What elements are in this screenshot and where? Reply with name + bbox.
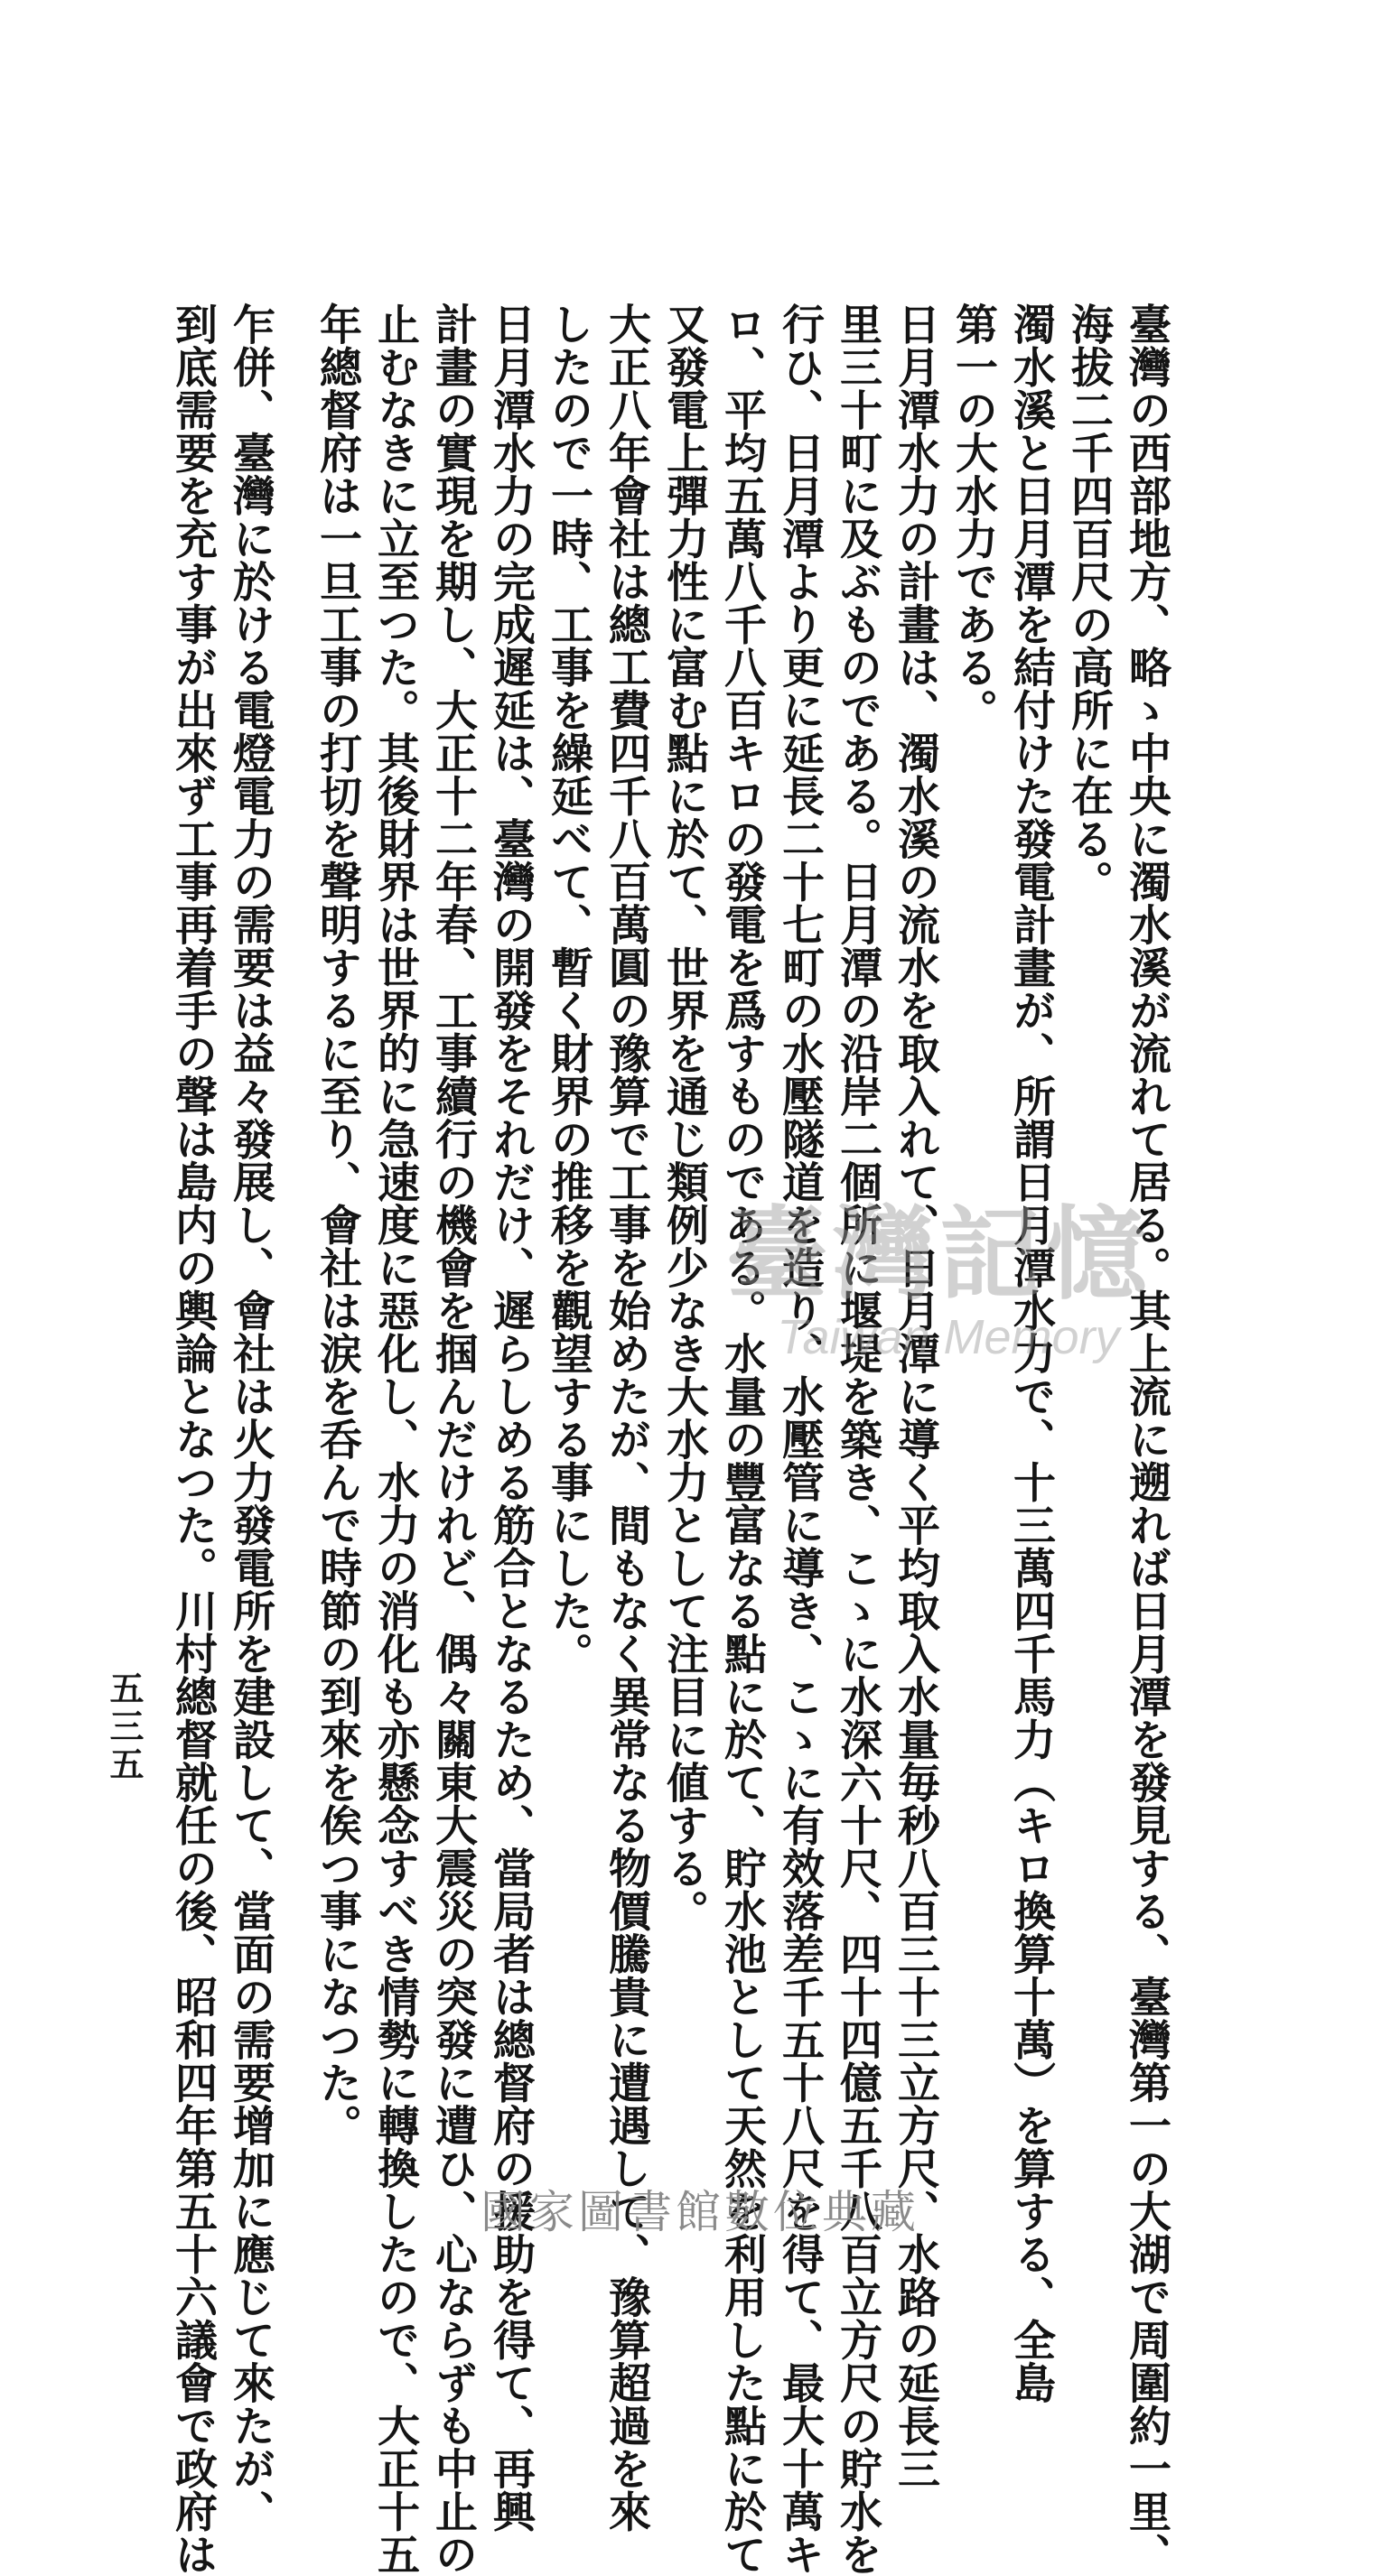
watermark-sub-text: Taiwan Memory bbox=[777, 1310, 1120, 1364]
text-column-1: 臺灣の西部地方、略ゝ中央に濁水溪が流れて居る。其上流に遡れば日月潭を發見する、臺灣第一の大湖で周圍約一里、 bbox=[1122, 302, 1171, 2576]
text-column-14: 止むなきに立至つた。其後財界は世界的に急速度に惡化し、水力の消化も亦懸念すべき情勢に轉換したので、大正十五 bbox=[370, 302, 420, 2576]
text-column-10: 大正八年會社は總工費四千八百萬圓の豫算で工事を始めたが、間もなく異常なる物價騰貴に遭遇して、豫算超過を來 bbox=[602, 302, 651, 2533]
text-column-6: 里三十町に及ぶものである。日月潭の沿岸二個所に堰堤を築き、こゝに水深六十尺、四十四億五千八百立方尺の貯水を bbox=[833, 302, 882, 2576]
text-column-11: したので一時、工事を繰延べて、暫く財界の推移を觀望する事にした。 bbox=[544, 302, 593, 1675]
text-column-13: 計畫の實現を期し、大正十二年春、工事續行の機會を掴んだけれど、偶々關東大震災の突發に遭ひ、心ならずも中止の bbox=[428, 302, 478, 2576]
text-column-16: 乍併、臺灣に於ける電燈電力の需要は益々發展し、會社は火力發電所を建設して、當面の需要增加に應じて來たが、 bbox=[226, 302, 275, 2533]
text-column-8: ロ、平均五萬八千八百キロの發電を爲すものである。水量の豐富なる點に於て、貯水池として天然を利用した點に於て bbox=[717, 302, 767, 2576]
text-column-9: 又發電上彈力性に富む點に於て、世界を通じ類例少なき大水力として注目に値する。 bbox=[659, 302, 709, 1932]
text-column-7: 行ひ、日月潭より更に延長二十七町の水壓隧道を造り、水壓管に導き、こゝに有效落差千五十八尺を得て、最大十萬キ bbox=[775, 302, 825, 2576]
text-column-2: 海拔二千四百尺の高所に在る。 bbox=[1064, 302, 1114, 903]
watermark-main-text: 臺灣記憶 bbox=[726, 1195, 1153, 1314]
text-column-4: 第一の大水力である。 bbox=[948, 302, 998, 731]
text-column-12: 日月潭水力の完成遲延は、臺灣の開發をそれだけ、遲らしめる筋合となるため、當局者は總督府の援助を得て、再興 bbox=[486, 302, 536, 2533]
page-number: 五三五 bbox=[104, 1670, 145, 1784]
text-column-17: 到底需要を充す事が出來ず工事再着手の聲は島内の輿論となつた。川村總督就任の後、昭和四年第五十六議會で政府は bbox=[168, 302, 218, 2576]
text-column-15: 年總督府は一旦工事の打切を聲明するに至り、會社は涙を呑んで時節の到來を俟つ事になつた。 bbox=[313, 302, 362, 2147]
footer-credit: 國家圖書館數位典藏 bbox=[481, 2186, 919, 2238]
text-column-5: 日月潭水力の計畫は、濁水溪の流水を取入れて、日月潭に導く平均取入水量毎秒八百三十三立方尺、水路の延長三 bbox=[891, 302, 940, 2490]
text-column-3: 濁水溪と日月潭を結付けた發電計畫が、所謂日月潭水力で、十三萬四千馬力（キロ換算十萬）を算する、全島 bbox=[1006, 302, 1056, 2404]
